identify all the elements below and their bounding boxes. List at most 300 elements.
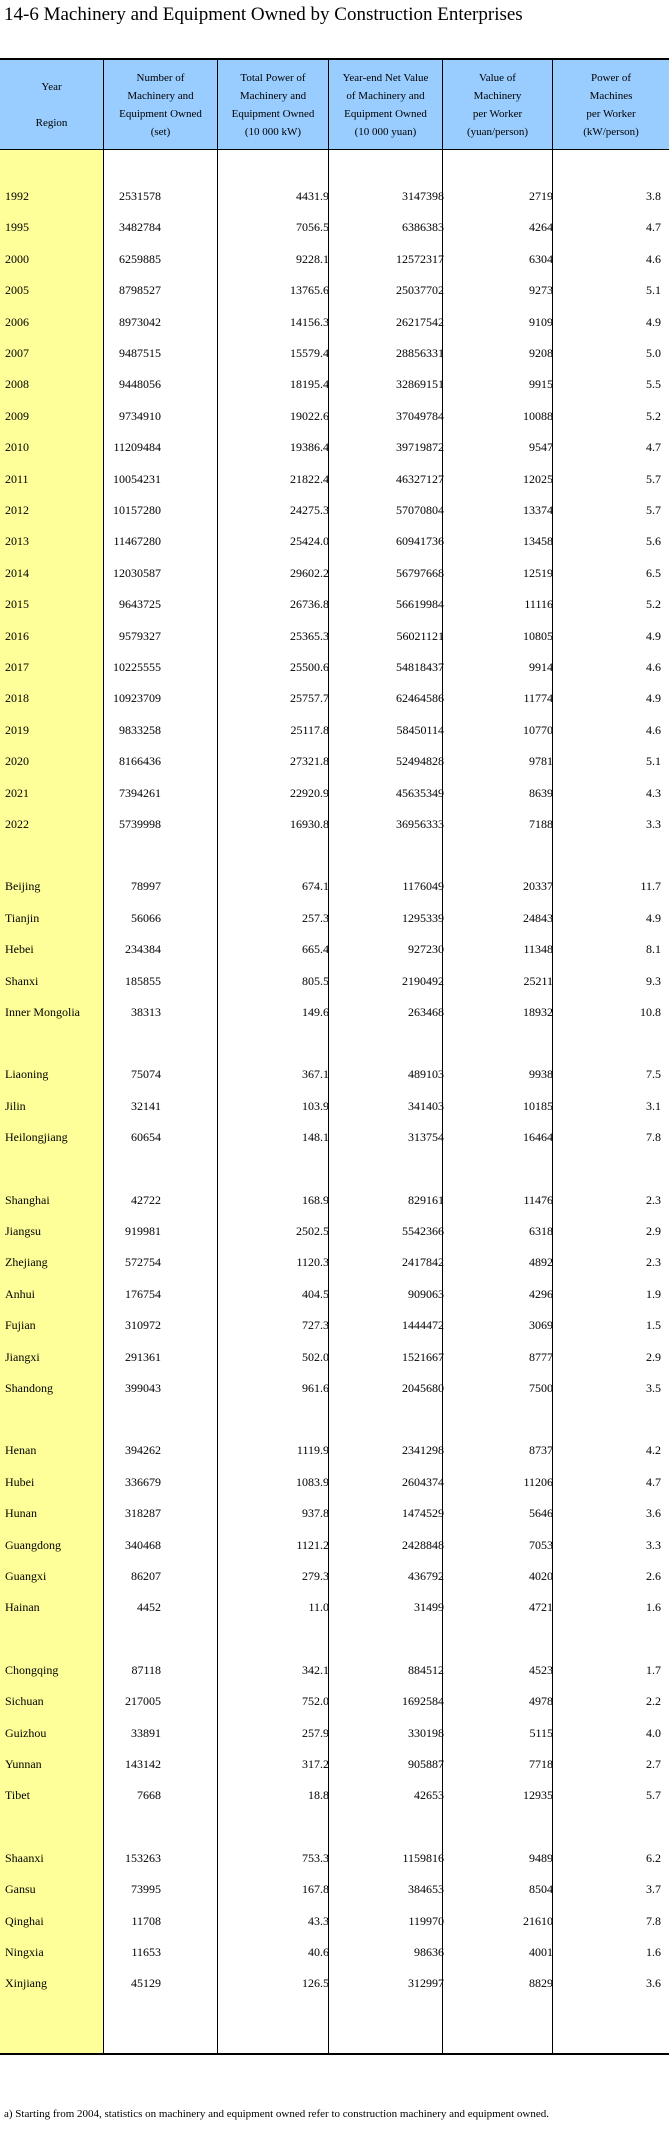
table-cell: 4.9 [646,911,661,925]
table-cell: 29602.2 [290,566,329,580]
table-cell: 31499 [414,1600,444,1614]
row-label: 2013 [5,534,29,548]
table-cell: 11708 [131,1914,161,1928]
table-cell: 279.3 [302,1569,329,1583]
table-cell: 5.5 [646,377,661,391]
table-cell: 5.7 [646,503,661,517]
table-cell: 73995 [131,1882,161,1896]
footnote: a) Starting from 2004, statistics on machinery and equipment owned refer to construction machinery and equipment owned. [4,2108,549,2120]
table-cell: 4452 [137,1600,161,1614]
table-cell: 1444472 [402,1318,444,1332]
table-cell: 8504 [529,1882,553,1896]
table-cell: 20337 [523,879,553,893]
table-row [0,405,669,427]
table-cell: 9487515 [119,346,161,360]
row-label: 2020 [5,754,29,768]
table-cell: 1.6 [646,1945,661,1959]
table-row [0,1063,669,1085]
table-cell: 217005 [125,1694,161,1708]
table-cell: 98636 [414,1945,444,1959]
table-row [0,530,669,552]
table-cell: 153263 [125,1851,161,1865]
table-cell: 7.8 [646,1914,661,1928]
table-row [0,1251,669,1273]
table-cell: 5542366 [402,1224,444,1238]
table-cell: 5.7 [646,1788,661,1802]
row-label: Guizhou [5,1726,47,1740]
table-row [0,1941,669,1963]
row-label: 1992 [5,189,29,203]
table-cell: 13458 [523,534,553,548]
table-cell: 342.1 [302,1663,329,1677]
row-label: 2019 [5,723,29,737]
table-cell: 103.9 [302,1099,329,1113]
table-cell: 42653 [414,1788,444,1802]
table-row [0,342,669,364]
table-cell: 905887 [408,1757,444,1771]
table-cell: 502.0 [302,1350,329,1364]
table-cell: 4721 [529,1600,553,1614]
table-cell: 312997 [408,1976,444,1990]
table-cell: 3.8 [646,189,661,203]
table-cell: 7668 [137,1788,161,1802]
table-cell: 4523 [529,1663,553,1677]
table-cell: 2045680 [402,1381,444,1395]
table-row [0,875,669,897]
table-cell: 38313 [131,1005,161,1019]
table-cell: 330198 [408,1726,444,1740]
row-label: 2011 [5,472,29,486]
table-cell: 829161 [408,1193,444,1207]
table-cell: 291361 [125,1350,161,1364]
table-row [0,938,669,960]
row-label: Yunnan [5,1757,42,1771]
table-row [0,1220,669,1242]
table-row [0,1283,669,1305]
row-label: Hainan [5,1600,40,1614]
table-row [0,1126,669,1148]
table-cell: 9109 [529,315,553,329]
row-label: 2005 [5,283,29,297]
row-label: 2006 [5,315,29,329]
table-row [0,656,669,678]
table-cell: 5.7 [646,472,661,486]
table-row [0,1471,669,1493]
table-cell: 3.3 [646,817,661,831]
row-label: Jiangxi [5,1350,40,1364]
table-cell: 11116 [524,597,553,611]
row-label: Liaoning [5,1067,49,1081]
row-label: Inner Mongolia [5,1005,80,1019]
table-cell: 12025 [523,472,553,486]
table-cell: 9208 [529,346,553,360]
row-label: Beijing [5,879,41,893]
row-label: Shanghai [5,1193,50,1207]
table-row [0,1753,669,1775]
table-cell: 12519 [523,566,553,580]
table-cell: 340468 [125,1538,161,1552]
table-cell: 11206 [523,1475,553,1489]
table-cell: 399043 [125,1381,161,1395]
row-label: Guangxi [5,1569,47,1583]
table-cell: 21822.4 [290,472,329,486]
row-label: Chongqing [5,1663,59,1677]
table-cell: 9448056 [119,377,161,391]
table-cell: 263468 [408,1005,444,1019]
table-cell: 26736.8 [290,597,329,611]
table-cell: 8166436 [119,754,161,768]
table-cell: 25757.7 [290,691,329,705]
table-cell: 3069 [529,1318,553,1332]
table-cell: 4020 [529,1569,553,1583]
row-label: Heilongjiang [5,1130,68,1144]
row-label: 2016 [5,629,29,643]
table-cell: 2.9 [646,1350,661,1364]
table-cell: 7056.5 [296,220,329,234]
table-cell: 257.9 [302,1726,329,1740]
table-row [0,468,669,490]
table-cell: 9914 [529,660,553,674]
table-row [0,1847,669,1869]
table-row [0,185,669,207]
table-cell: 10805 [523,629,553,643]
table-cell: 2502.5 [296,1224,329,1238]
table-cell: 143142 [125,1757,161,1771]
table-cell: 2531578 [119,189,161,203]
row-label: Jiangsu [5,1224,41,1238]
table-cell: 176754 [125,1287,161,1301]
table-row [0,1377,669,1399]
table-cell: 6304 [529,252,553,266]
table-cell: 5646 [529,1506,553,1520]
table-cell: 9273 [529,283,553,297]
table-cell: 9915 [529,377,553,391]
table-row [0,907,669,929]
table-row [0,593,669,615]
table-row [0,1346,669,1368]
row-label: 2007 [5,346,29,360]
table-cell: 119970 [408,1914,444,1928]
table-cell: 32141 [131,1099,161,1113]
row-label: Guangdong [5,1538,61,1552]
row-label: Anhui [5,1287,35,1301]
table-cell: 10225555 [113,660,161,674]
row-label: 2010 [5,440,29,454]
bottom-rule [0,2053,669,2055]
row-label: Shanxi [5,974,39,988]
table-cell: 2341298 [402,1443,444,1457]
table-cell: 5739998 [119,817,161,831]
table-cell: 313754 [408,1130,444,1144]
table-cell: 7718 [529,1757,553,1771]
table-cell: 572754 [125,1255,161,1269]
table-cell: 310972 [125,1318,161,1332]
table-cell: 937.8 [302,1506,329,1520]
table-cell: 1521667 [402,1350,444,1364]
table-cell: 18932 [523,1005,553,1019]
row-label: 2015 [5,597,29,611]
table-cell: 909063 [408,1287,444,1301]
table-cell: 9643725 [119,597,161,611]
row-label: 2009 [5,409,29,423]
table-cell: 9.3 [646,974,661,988]
table-cell: 4.7 [646,440,661,454]
table-cell: 2190492 [402,974,444,988]
table-row [0,436,669,458]
table-cell: 489103 [408,1067,444,1081]
table-row [0,1314,669,1336]
table-cell: 6.2 [646,1851,661,1865]
table-row [0,1565,669,1587]
table-row [0,1502,669,1524]
table-row [0,562,669,584]
row-label: Gansu [5,1882,36,1896]
table-cell: 927230 [408,942,444,956]
table-cell: 10770 [523,723,553,737]
table-row [0,1690,669,1712]
table-cell: 5.6 [646,534,661,548]
table-cell: 16930.8 [290,817,329,831]
table-cell: 4978 [529,1694,553,1708]
row-label: Hubei [5,1475,35,1489]
table-cell: 10185 [523,1099,553,1113]
table-cell: 317.2 [302,1757,329,1771]
table-cell: 4.6 [646,660,661,674]
table-cell: 367.1 [302,1067,329,1081]
table-cell: 7394261 [119,786,161,800]
table-row [0,1001,669,1023]
table-cell: 149.6 [302,1005,329,1019]
table-cell: 4.9 [646,629,661,643]
table-cell: 1119.9 [296,1443,329,1457]
table-row [0,782,669,804]
column-header-value-per-worker: Value of Machinery per Worker (yuan/person) [466,71,529,138]
row-label: Tianjin [5,911,40,925]
table-cell: 919981 [125,1224,161,1238]
table-cell: 11476 [523,1193,553,1207]
table-cell: 2428848 [402,1538,444,1552]
row-label: Fujian [5,1318,36,1332]
row-label: Qinghai [5,1914,44,1928]
table-cell: 1121.2 [296,1538,329,1552]
table-cell: 11774 [523,691,553,705]
table-cell: 8.1 [646,942,661,956]
table-cell: 25424.0 [290,534,329,548]
table-row [0,1910,669,1932]
table-cell: 1474529 [402,1506,444,1520]
table-cell: 8829 [529,1976,553,1990]
table-cell: 6.5 [646,566,661,580]
table-row [0,1596,669,1618]
table-cell: 4.7 [646,1475,661,1489]
table-cell: 7.5 [646,1067,661,1081]
table-cell: 56066 [131,911,161,925]
table-cell: 9734910 [119,409,161,423]
table-cell: 21610 [523,1914,553,1928]
table-cell: 3.5 [646,1381,661,1395]
table-cell: 26217542 [396,315,444,329]
table-cell: 39719872 [396,440,444,454]
table-cell: 5.2 [646,597,661,611]
table-row [0,813,669,835]
table-row [0,1972,669,1994]
table-cell: 674.1 [302,879,329,893]
table-cell: 8639 [529,786,553,800]
row-label: Henan [5,1443,37,1457]
table-cell: 2719 [529,189,553,203]
table-cell: 46327127 [396,472,444,486]
table-cell: 11.0 [308,1600,329,1614]
table-cell: 19022.6 [290,409,329,423]
table-cell: 341403 [408,1099,444,1113]
row-label: Shandong [5,1381,53,1395]
table-row [0,687,669,709]
table-cell: 167.8 [302,1882,329,1896]
table-cell: 3.3 [646,1538,661,1552]
table-cell: 10088 [523,409,553,423]
table-cell: 1.9 [646,1287,661,1301]
row-label: 2017 [5,660,29,674]
table-row [0,625,669,647]
table-cell: 1.7 [646,1663,661,1677]
table-cell: 884512 [408,1663,444,1677]
column-header-total-power: Total Power of Machinery and Equipment Owned (10 000 kW) [231,71,315,138]
row-label: Hebei [5,942,34,956]
table-cell: 3147398 [402,189,444,203]
row-label: Tibet [5,1788,30,1802]
column-header-year-region: Year Region [35,80,68,129]
table-cell: 257.3 [302,911,329,925]
table-cell: 9781 [529,754,553,768]
table-cell: 62464586 [396,691,444,705]
table-cell: 9228.1 [296,252,329,266]
table-cell: 56619984 [396,597,444,611]
table-cell: 394262 [125,1443,161,1457]
table-cell: 11653 [131,1945,161,1959]
table-cell: 18.8 [308,1788,329,1802]
table-row [0,311,669,333]
table-cell: 6386383 [402,220,444,234]
row-label: 2018 [5,691,29,705]
table-cell: 185855 [125,974,161,988]
table-cell: 43.3 [308,1914,329,1928]
table-row [0,719,669,741]
table-cell: 8798527 [119,283,161,297]
table-row [0,248,669,270]
table-cell: 24275.3 [290,503,329,517]
table-cell: 2.7 [646,1757,661,1771]
table-cell: 404.5 [302,1287,329,1301]
table-cell: 45129 [131,1976,161,1990]
table-cell: 22920.9 [290,786,329,800]
table-cell: 25211 [523,974,553,988]
table-cell: 1295339 [402,911,444,925]
table-cell: 3482784 [119,220,161,234]
table-cell: 3.1 [646,1099,661,1113]
table-cell: 36956333 [396,817,444,831]
table-cell: 54818437 [396,660,444,674]
table-cell: 11467280 [113,534,161,548]
table-cell: 9833258 [119,723,161,737]
table-row [0,279,669,301]
table-cell: 11209484 [113,440,161,454]
table-cell: 148.1 [302,1130,329,1144]
table-cell: 42722 [131,1193,161,1207]
table-row [0,373,669,395]
table-row [0,1784,669,1806]
table-cell: 9547 [529,440,553,454]
table-cell: 5.1 [646,283,661,297]
table-title: 14-6 Machinery and Equipment Owned by Construction Enterprises [4,4,523,25]
row-label: 2000 [5,252,29,266]
table-cell: 32869151 [396,377,444,391]
table-cell: 4.0 [646,1726,661,1740]
table-cell: 5115 [529,1726,553,1740]
row-label: 2008 [5,377,29,391]
table-cell: 75074 [131,1067,161,1081]
table-cell: 4.2 [646,1443,661,1457]
table-cell: 56021121 [396,629,444,643]
table-cell: 7500 [529,1381,553,1395]
table-cell: 1692584 [402,1694,444,1708]
table-row [0,1189,669,1211]
table-row [0,1534,669,1556]
table-cell: 86207 [131,1569,161,1583]
table-cell: 4.9 [646,315,661,329]
table-cell: 9489 [529,1851,553,1865]
table-cell: 1.5 [646,1318,661,1332]
table-cell: 9579327 [119,629,161,643]
table-cell: 13374 [523,503,553,517]
table-cell: 57070804 [396,503,444,517]
row-label: Hunan [5,1506,37,1520]
row-label: 1995 [5,220,29,234]
table-cell: 60654 [131,1130,161,1144]
table-cell: 37049784 [396,409,444,423]
table-cell: 961.6 [302,1381,329,1395]
table-cell: 25500.6 [290,660,329,674]
table-cell: 4.9 [646,691,661,705]
table-cell: 727.3 [302,1318,329,1332]
table-cell: 25365.3 [290,629,329,643]
table-cell: 6259885 [119,252,161,266]
row-label: Ningxia [5,1945,44,1959]
table-cell: 7053 [529,1538,553,1552]
table-cell: 168.9 [302,1193,329,1207]
table-cell: 5.1 [646,754,661,768]
table-cell: 4.7 [646,220,661,234]
table-cell: 4.6 [646,723,661,737]
table-cell: 3.6 [646,1506,661,1520]
table-cell: 10923709 [113,691,161,705]
table-cell: 10157280 [113,503,161,517]
table-cell: 2.2 [646,1694,661,1708]
table-cell: 10054231 [113,472,161,486]
table-cell: 7.8 [646,1130,661,1144]
table-row [0,1878,669,1900]
table-cell: 45635349 [396,786,444,800]
row-label: Jilin [5,1099,26,1113]
table-cell: 752.0 [302,1694,329,1708]
table-cell: 16464 [523,1130,553,1144]
table-cell: 2.3 [646,1255,661,1269]
table-cell: 336679 [125,1475,161,1489]
table-cell: 1.6 [646,1600,661,1614]
table-row [0,1439,669,1461]
table-cell: 6318 [529,1224,553,1238]
table-cell: 7188 [529,817,553,831]
table-cell: 56797668 [396,566,444,580]
